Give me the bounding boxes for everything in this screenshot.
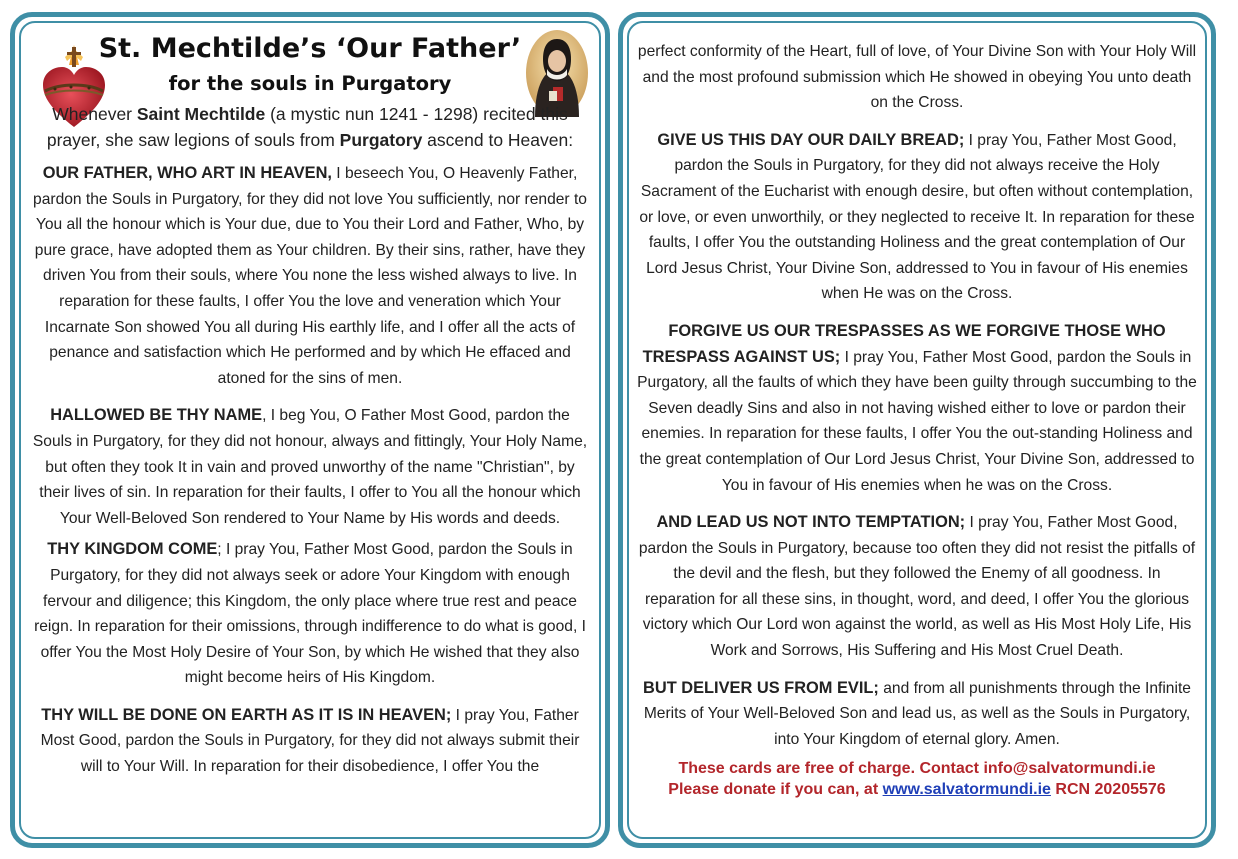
prayer-paragraph-daily-bread: [637, 128, 1197, 307]
prayer-heading: THY WILL BE DONE ON EARTH AS IT IS IN HEAVEN;: [41, 705, 452, 724]
right-card-content: [637, 39, 1197, 835]
prayer-text: ; I pray You, Father Most Good, pardon the Souls in Purgatory, for they did not always seek or adore Your Kingdom with enough fervour and diligence; this Kingdom, the only place where true rest and peace reign. In reparation for their omissions, through indifference to do what is good, I offer You the Most Holy Desire of Your Son, by which He wished that they also might become heirs of His Kingdom.: [34, 541, 586, 687]
page-title: St. Mechtilde’s ‘Our Father’: [98, 33, 522, 64]
prayer-heading-line: FORGIVE US OUR TRESPASSES AS WE FORGIVE THOSE WHO: [668, 321, 1166, 340]
prayer-paragraph-kingdom: [29, 537, 591, 691]
prayer-text: I pray You, Father Most Good, pardon the Souls in Purgatory, for they did not always receive the Holy Sacrament of the Eucharist with enough desire, but often without contemplation, or love, or even unworthily, or they neglected to receive It. In reparation for these faults, I offer You the outstanding Holiness and the great contemplation of Our Lord Jesus Christ, Your Divine Son, addressed to You in favour of His enemies when He was on the Cross.: [639, 131, 1195, 303]
prayer-text: , I beg You, O Father Most Good, pardon the Souls in Purgatory, for they did not honour, always and fittingly, Your Holy Name, but often they took It in vain and proved unworthy of the name "Christian", by their lives of sin. In reparation for their faults, I offer to You all the honour which Your Well-Beloved Son rendered to Your Name by His words and deeds.: [32, 407, 588, 527]
prayer-heading: GIVE US THIS DAY OUR DAILY BREAD;: [657, 130, 965, 149]
intro-text: Whenever Saint Mechtilde (a mystic nun 1241 - 1298) recited this prayer, she saw legions of souls from Purgatory ascend to Heaven:: [46, 104, 574, 150]
prayer-paragraph-our-father: [29, 161, 591, 391]
prayer-paragraph-will: [29, 703, 591, 780]
prayer-heading: BUT DELIVER US FROM EVIL;: [643, 678, 879, 697]
footer-line-donate: Please donate if you can, at www.salvatormundi.ie RCN 20205576: [668, 781, 1166, 799]
prayer-paragraph-hallowed: [29, 403, 591, 531]
prayer-text: I pray You, Father Most Good, pardon the Souls in Purgatory, because too often they did not resist the pitfalls of the devil and the flesh, but they followed the Enemy of all goodness. In reparation for all these sins, in thought, word, and deed, I offer You the glorious victory which Our Lord won against the world, as well as His Most Holy Life, His Work and Sorrows, His Suffering and His Most Cruel Death.: [638, 514, 1196, 660]
prayer-heading: HALLOWED BE THY NAME: [50, 406, 263, 425]
prayer-text: I beseech You, O Heavenly Father, pardon the Souls in Purgatory, for they did not love You sufficiently, nor render to You all the honour which is Your due, due to You their Lord and Father, Who, by pure grace, have adopted them as Your children. By their sins, rather, have they driven You from their souls, where You none the less wished always to live. In reparation for these faults, I offer You the love and veneration which Your Incarnate Son showed You all during His earthly life, and I offer all the acts of penance and satisfaction which He performed and by which He effaced and atoned for the sins of men.: [33, 165, 587, 387]
prayer-heading: TRESPASS AGAINST US;: [642, 347, 841, 366]
footer-line-contact: These cards are free of charge. Contact info@salvatormundi.ie: [678, 760, 1156, 778]
prayer-text: and from all punishments through the Infinite Merits of Your Well-Beloved Son and lead us, as well as the Souls in Purgatory, into Your Kingdom of eternal glory. Amen.: [643, 679, 1191, 748]
website-link[interactable]: www.salvatormundi.ie: [882, 781, 1051, 799]
prayer-text: I pray You, Father Most Good, pardon the Souls in Purgatory, all the faults of which they have been guilty through succumbing to the Seven deadly Sins and also in not having wished either to love or pardon their enemies. In reparation for these faults, I offer You the out-standing Holiness and the great contemplation of Our Lord Jesus Christ, Your Divine Son, addressed to You in favour of His enemies when he was on the Cross.: [637, 348, 1197, 494]
prayer-text: I pray You, Father Most Good, pardon the Souls in Purgatory, for they did not always submit their will to Your Will. In reparation for their disobedience, I offer You the: [40, 706, 580, 776]
page-subtitle: for the souls in Purgatory: [168, 72, 452, 95]
left-card-content: [29, 31, 591, 835]
prayer-heading: AND LEAD US NOT INTO TEMPTATION;: [656, 513, 966, 532]
continuation-text: perfect conformity of the Heart, full of love, of Your Divine Son with Your Holy Will and the most profound submission which He showed in obeying You unto death on the Cross.: [637, 43, 1197, 112]
prayer-paragraph-trespasses: [637, 319, 1197, 498]
prayer-paragraph-deliver: [637, 676, 1197, 753]
prayer-paragraph-temptation: [637, 510, 1197, 664]
prayer-heading: OUR FATHER, WHO ART IN HEAVEN,: [42, 164, 332, 182]
footer-notice: [637, 758, 1197, 800]
right-card: [618, 12, 1216, 848]
prayer-heading: THY KINGDOM COME: [47, 540, 218, 559]
left-card: [10, 12, 610, 848]
